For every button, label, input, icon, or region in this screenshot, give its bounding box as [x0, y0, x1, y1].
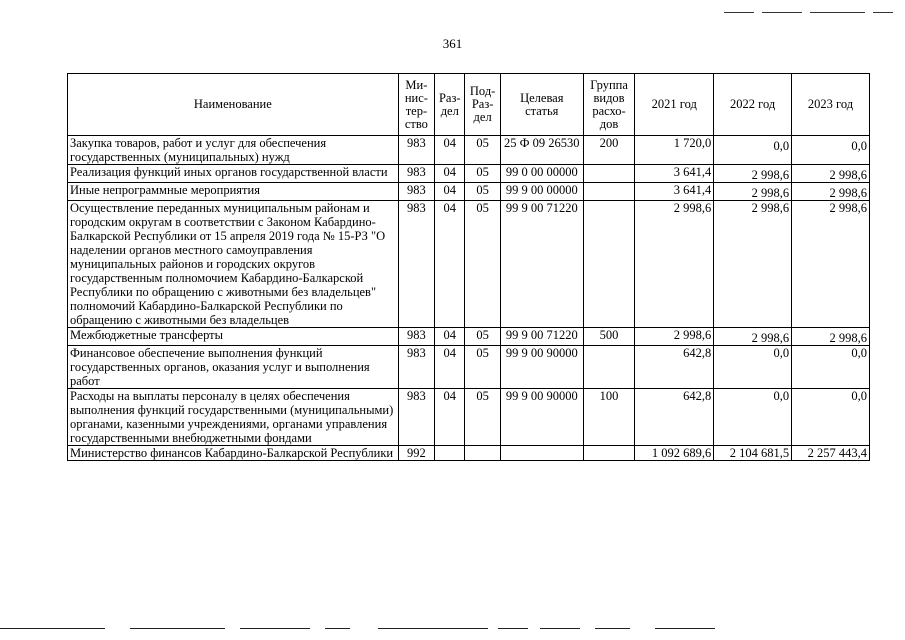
group-cell	[583, 165, 635, 183]
name-cell: Закупка товаров, работ и услуг для обеспечения государственных (муниципальных) нужд	[68, 136, 399, 165]
value-2022-cell: 0,0	[714, 389, 792, 446]
subsection-cell	[465, 446, 500, 461]
value-2021-cell: 2 998,6	[635, 201, 714, 328]
subsection-cell: 05	[465, 165, 500, 183]
group-cell	[583, 201, 635, 328]
section-cell	[435, 446, 465, 461]
col-header-subsection: Под- Раз- дел	[465, 74, 500, 136]
name-cell: Иные непрограммные мероприятия	[68, 183, 399, 201]
ministry-cell: 983	[398, 201, 434, 328]
ministry-cell: 983	[398, 389, 434, 446]
top-scan-marks	[716, 0, 893, 18]
page-number: 361	[442, 36, 463, 51]
group-cell	[583, 346, 635, 389]
col-header-2021: 2021 год	[635, 74, 714, 136]
table-row	[68, 183, 870, 201]
table-row	[68, 328, 870, 346]
value-2022-cell: 2 998,6	[714, 183, 792, 201]
value-2022-cell: 0,0	[714, 136, 792, 165]
value-2023-cell: 0,0	[792, 389, 870, 446]
col-header-name: Наименование	[68, 74, 399, 136]
section-cell: 04	[435, 183, 465, 201]
value-2023-cell: 2 998,6	[792, 165, 870, 183]
target-cell: 99 9 00 00000	[500, 183, 583, 201]
subsection-cell: 05	[465, 201, 500, 328]
target-cell: 99 0 00 00000	[500, 165, 583, 183]
target-cell: 99 9 00 90000	[500, 389, 583, 446]
section-cell: 04	[435, 165, 465, 183]
name-cell: Министерство финансов Кабардино-Балкарской Республики	[68, 446, 399, 461]
value-2021-cell: 1 092 689,6	[635, 446, 714, 461]
ministry-cell: 983	[398, 328, 434, 346]
value-2021-cell: 1 720,0	[635, 136, 714, 165]
value-2023-cell: 2 998,6	[792, 183, 870, 201]
value-2023-cell: 2 257 443,4	[792, 446, 870, 461]
table-row	[68, 389, 870, 446]
section-cell: 04	[435, 136, 465, 165]
ministry-cell: 983	[398, 346, 434, 389]
budget-table	[67, 73, 870, 461]
subsection-cell: 05	[465, 389, 500, 446]
value-2023-cell: 2 998,6	[792, 201, 870, 328]
section-cell: 04	[435, 201, 465, 328]
table-row	[68, 446, 870, 461]
name-cell: Расходы на выплаты персоналу в целях обеспечения выполнения функций государственными (муниципальными) органами, казенными учреждениями, органами управления государственными внебюджетными фондами	[68, 389, 399, 446]
value-2021-cell: 3 641,4	[635, 183, 714, 201]
header-row	[68, 74, 870, 136]
value-2023-cell: 0,0	[792, 136, 870, 165]
value-2022-cell: 0,0	[714, 346, 792, 389]
table-row	[68, 346, 870, 389]
target-cell: 99 9 00 71220	[500, 201, 583, 328]
col-header-2022: 2022 год	[714, 74, 792, 136]
value-2022-cell: 2 998,6	[714, 165, 792, 183]
section-cell: 04	[435, 328, 465, 346]
subsection-cell: 05	[465, 346, 500, 389]
section-cell: 04	[435, 389, 465, 446]
group-cell: 500	[583, 328, 635, 346]
group-cell	[583, 446, 635, 461]
subsection-cell: 05	[465, 136, 500, 165]
value-2022-cell: 2 998,6	[714, 201, 792, 328]
table-row	[68, 165, 870, 183]
group-cell: 100	[583, 389, 635, 446]
col-header-target: Целевая статья	[500, 74, 583, 136]
col-header-ministry: Ми- нис- тер- ство	[398, 74, 434, 136]
ministry-cell: 983	[398, 165, 434, 183]
table-row	[68, 136, 870, 165]
value-2021-cell: 642,8	[635, 389, 714, 446]
value-2023-cell: 2 998,6	[792, 328, 870, 346]
value-2021-cell: 2 998,6	[635, 328, 714, 346]
target-cell	[500, 446, 583, 461]
value-2022-cell: 2 998,6	[714, 328, 792, 346]
value-2023-cell: 0,0	[792, 346, 870, 389]
bottom-scan-marks	[0, 628, 905, 634]
ministry-cell: 992	[398, 446, 434, 461]
table-row	[68, 201, 870, 328]
value-2021-cell: 642,8	[635, 346, 714, 389]
subsection-cell: 05	[465, 328, 500, 346]
name-cell: Финансовое обеспечение выполнения функций государственных органов, оказания услуг и выполнения работ	[68, 346, 399, 389]
name-cell: Осуществление переданных муниципальным районам и городским округам в соответствии с Законом Кабардино-Балкарской Республики от 15 апреля 2019 года № 15-РЗ "О наделении органов местного самоуправления муниципальных районов и городских округов государственным полномочием Кабардино-Балкарской Республики по обращению с животными без владельцев" полномочий Кабардино-Балкарской Республики по обращению с животными без владельцев	[68, 201, 399, 328]
value-2021-cell: 3 641,4	[635, 165, 714, 183]
value-2022-cell: 2 104 681,5	[714, 446, 792, 461]
col-header-group: Группа видов расхо- дов	[583, 74, 635, 136]
target-cell: 99 9 00 90000	[500, 346, 583, 389]
group-cell	[583, 183, 635, 201]
col-header-section: Раз- дел	[435, 74, 465, 136]
section-cell: 04	[435, 346, 465, 389]
group-cell: 200	[583, 136, 635, 165]
name-cell: Межбюджетные трансферты	[68, 328, 399, 346]
target-cell: 99 9 00 71220	[500, 328, 583, 346]
subsection-cell: 05	[465, 183, 500, 201]
ministry-cell: 983	[398, 183, 434, 201]
col-header-2023: 2023 год	[792, 74, 870, 136]
target-cell: 25 Ф 09 26530	[500, 136, 583, 165]
name-cell: Реализация функций иных органов государственной власти	[68, 165, 399, 183]
ministry-cell: 983	[398, 136, 434, 165]
